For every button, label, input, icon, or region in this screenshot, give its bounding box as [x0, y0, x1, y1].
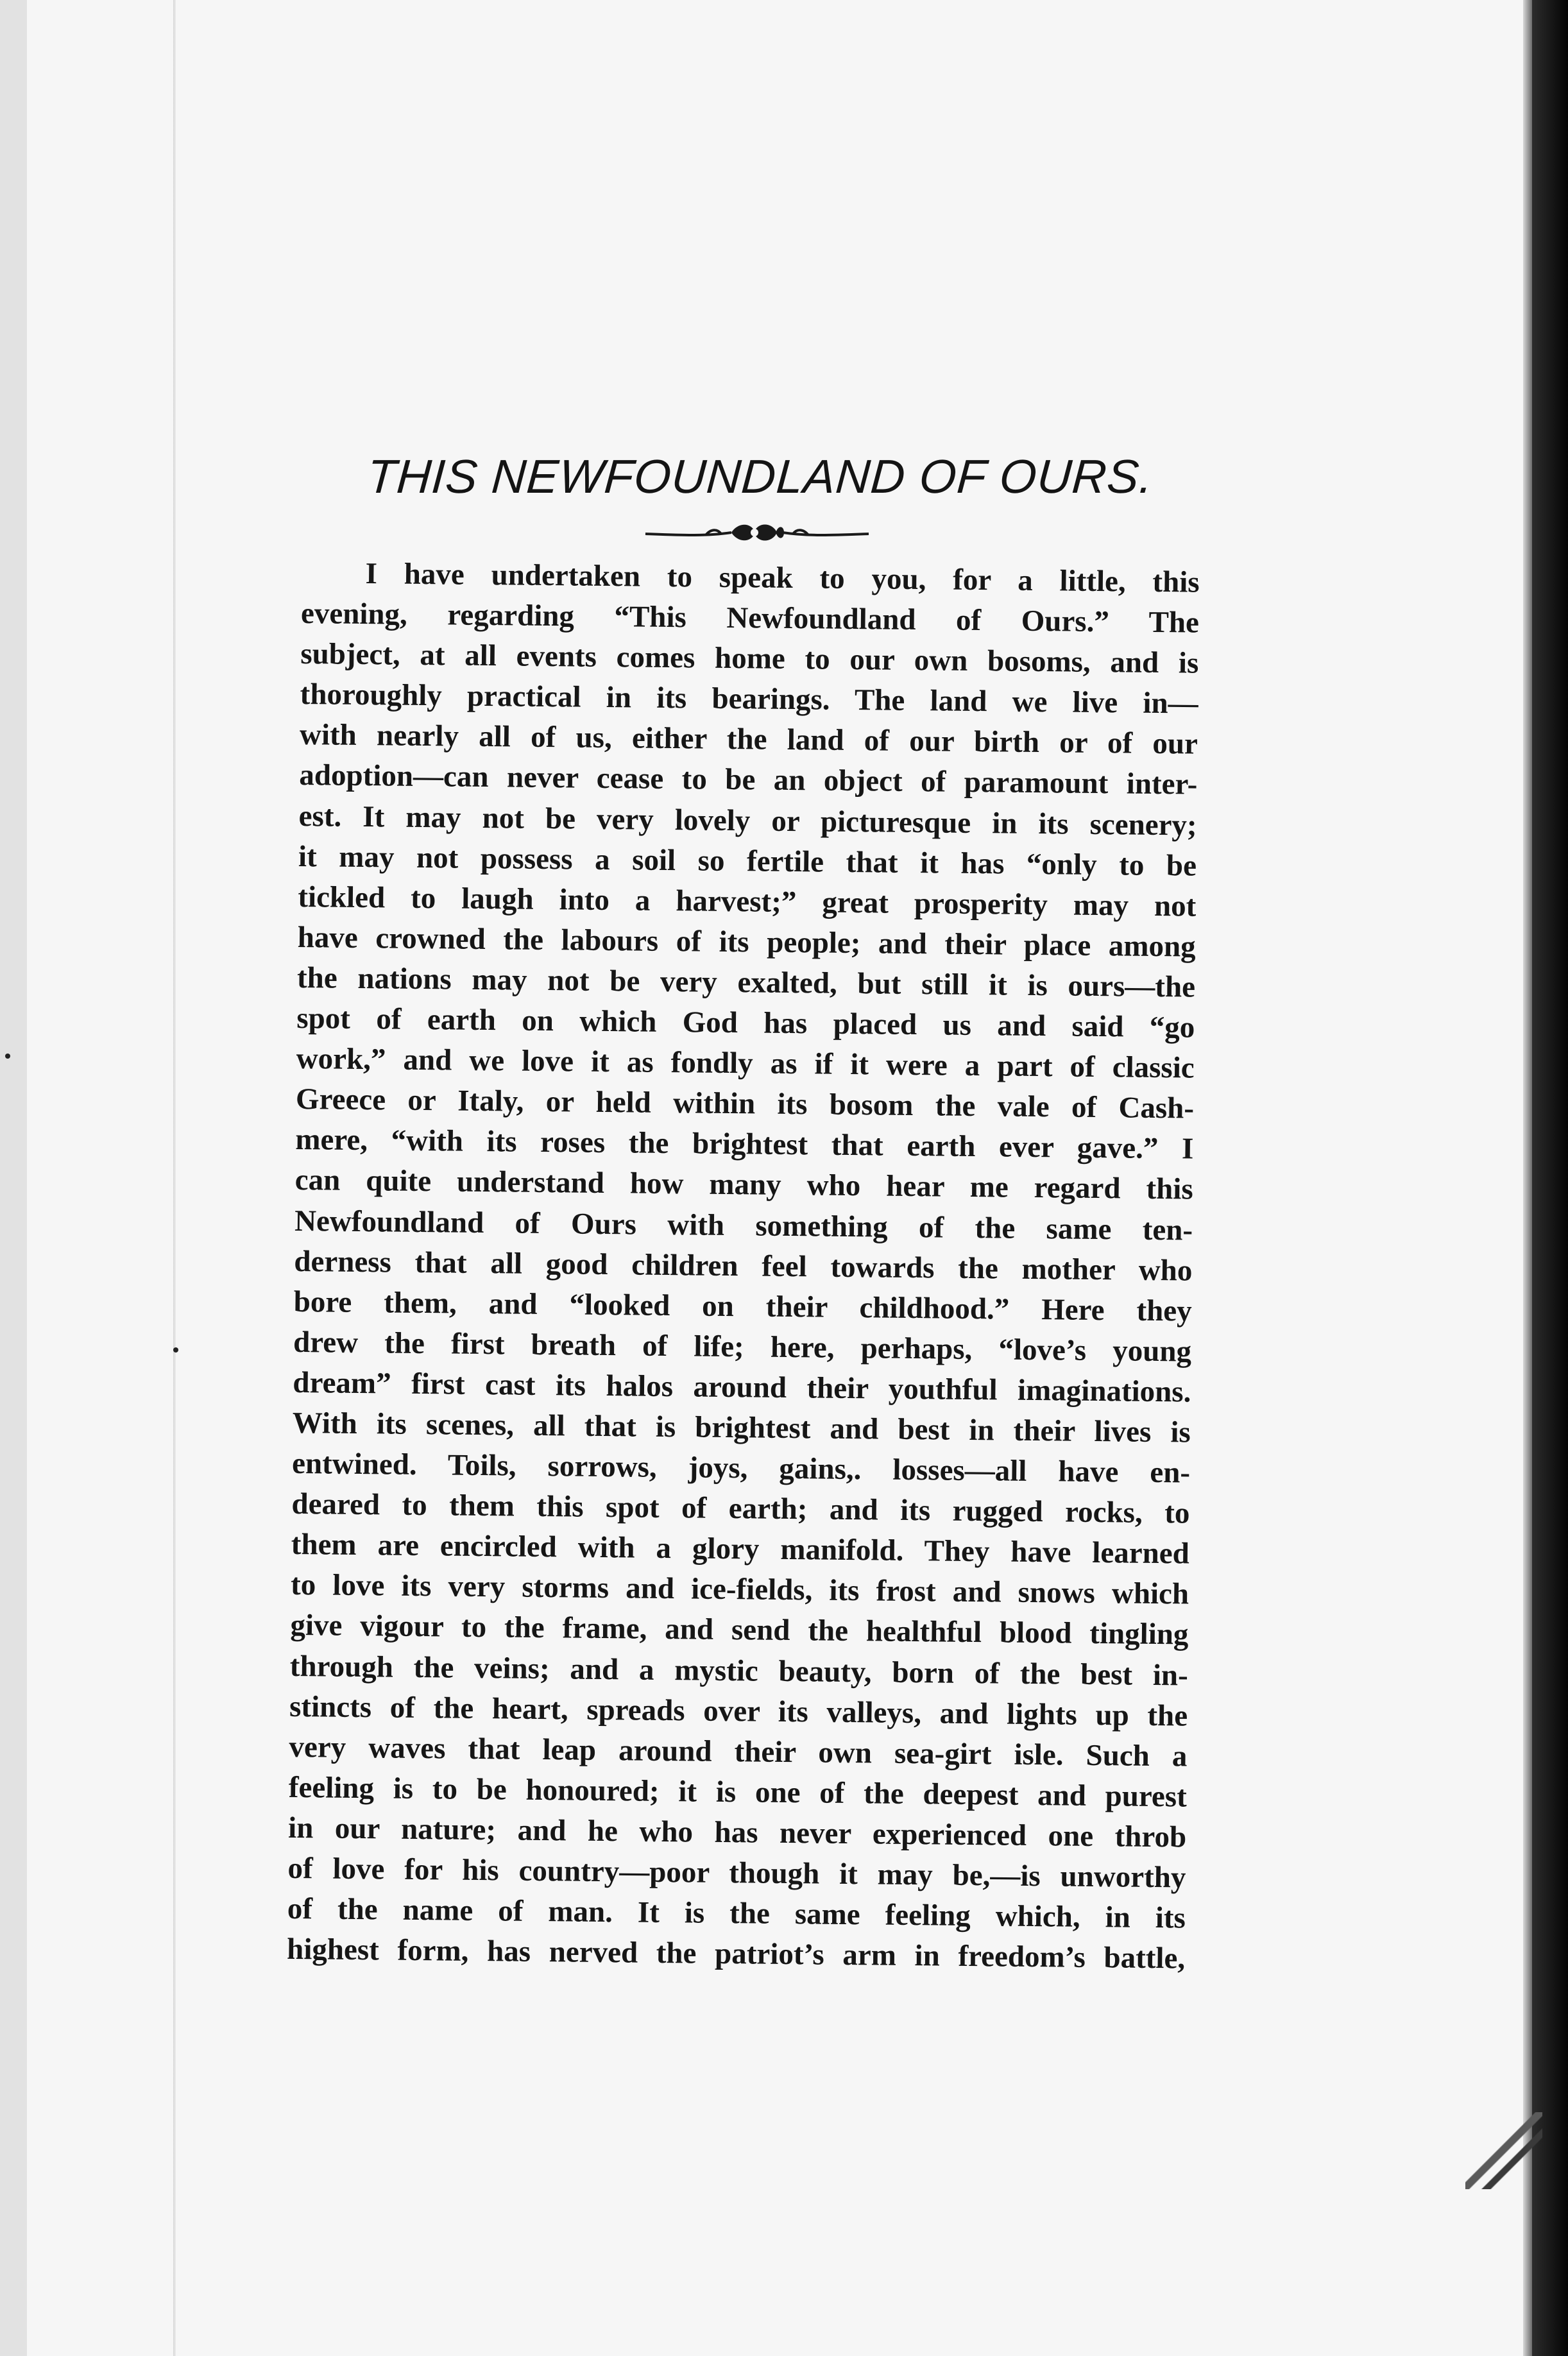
text-line: work,” and we love it as fondly as if it were a part of classic	[296, 1042, 1195, 1085]
page-corner-mark	[1465, 2112, 1542, 2189]
page-left-edge	[0, 0, 27, 2356]
text-line: deared to them this spot of earth; and its rugged rocks, to	[291, 1487, 1190, 1530]
ornament-divider-icon	[642, 520, 873, 545]
text-line: With its scenes, all that is brightest and best in their lives is	[292, 1406, 1191, 1449]
page-right-edge	[1532, 0, 1568, 2356]
binding-gutter-line	[173, 0, 176, 2356]
text-line: in our nature; and he who has never experienced one throb	[287, 1811, 1187, 1854]
text-line: can quite understand how many who hear me regard this	[294, 1163, 1193, 1207]
text-line: to love its very storms and ice-fields, its frost and snows which	[290, 1568, 1189, 1611]
text-line: subject, at all events comes home to our own bosoms, and is	[300, 637, 1199, 680]
text-line: with nearly all of us, either the land of our birth or of our	[299, 718, 1198, 762]
text-line: tickled to laugh into a harvest;” great prosperity may not	[298, 880, 1197, 923]
text-line: adoption—can never cease to be an object of paramount inter-	[299, 758, 1198, 802]
scan-speck	[173, 1347, 178, 1353]
text-line: through the veins; and a mystic beauty, born of the best in-	[289, 1649, 1189, 1693]
text-line: thoroughly practical in its bearings. The land we live in—	[300, 678, 1198, 721]
page-right-shadow	[1523, 0, 1532, 2356]
text-line: very waves that leap around their own sea-girt isle. Such a	[289, 1730, 1188, 1773]
text-line: dream” first cast its halos around their youthful imaginations.	[293, 1365, 1191, 1409]
text-line: have crowned the labours of its people; and their place among	[297, 920, 1196, 964]
page-title: THIS NEWFOUNDLAND OF OURS.	[365, 450, 1155, 503]
text-line: Newfoundland of Ours with something of the same ten-	[294, 1204, 1193, 1247]
text-line: I have undertaken to speak to you, for a little, this	[365, 557, 1200, 599]
text-line: entwined. Toils, sorrows, joys, gains,. losses—all have en-	[291, 1446, 1191, 1490]
text-line: it may not possess a soil so fertile that it has “only to be	[298, 839, 1197, 883]
text-line: highest form, has nerved the patriot’s arm in freedom’s battle,	[286, 1933, 1186, 1976]
text-line: the nations may not be very exalted, but still it is ours—the	[296, 960, 1196, 1004]
text-line: of the name of man. It is the same feeling which, in its	[287, 1891, 1186, 1935]
scan-speck	[5, 1054, 10, 1059]
text-line: mere, “with its roses the brightest that earth ever gave.” I	[295, 1123, 1194, 1166]
text-line: bore them, and “looked on their childhood.” Here they	[293, 1285, 1192, 1328]
text-line: Greece or Italy, or held within its bosom the vale of Cash-	[295, 1082, 1195, 1125]
text-line: drew the first breath of life; here, perhaps, “love’s young	[293, 1325, 1192, 1369]
text-line: derness that all good children feel towards the mother who	[294, 1244, 1193, 1288]
body-paragraph	[287, 553, 1200, 1979]
text-line: evening, regarding “This Newfoundland of Ours.” The	[300, 597, 1200, 640]
text-line: est. It may not be very lovely or picturesque in its scenery;	[298, 799, 1197, 842]
text-line: give vigour to the frame, and send the healthful blood tingling	[290, 1609, 1189, 1652]
text-line: stincts of the heart, spreads over its valleys, and lights up the	[289, 1689, 1188, 1733]
text-line: feeling is to be honoured; it is one of the deepest and purest	[288, 1770, 1188, 1814]
text-line: spot of earth on which God has placed us and said “go	[296, 1001, 1195, 1045]
text-line: of love for his country—poor though it may be,—is unworthy	[287, 1851, 1186, 1895]
text-line: them are encircled with a glory manifold. They have learned	[291, 1528, 1190, 1571]
